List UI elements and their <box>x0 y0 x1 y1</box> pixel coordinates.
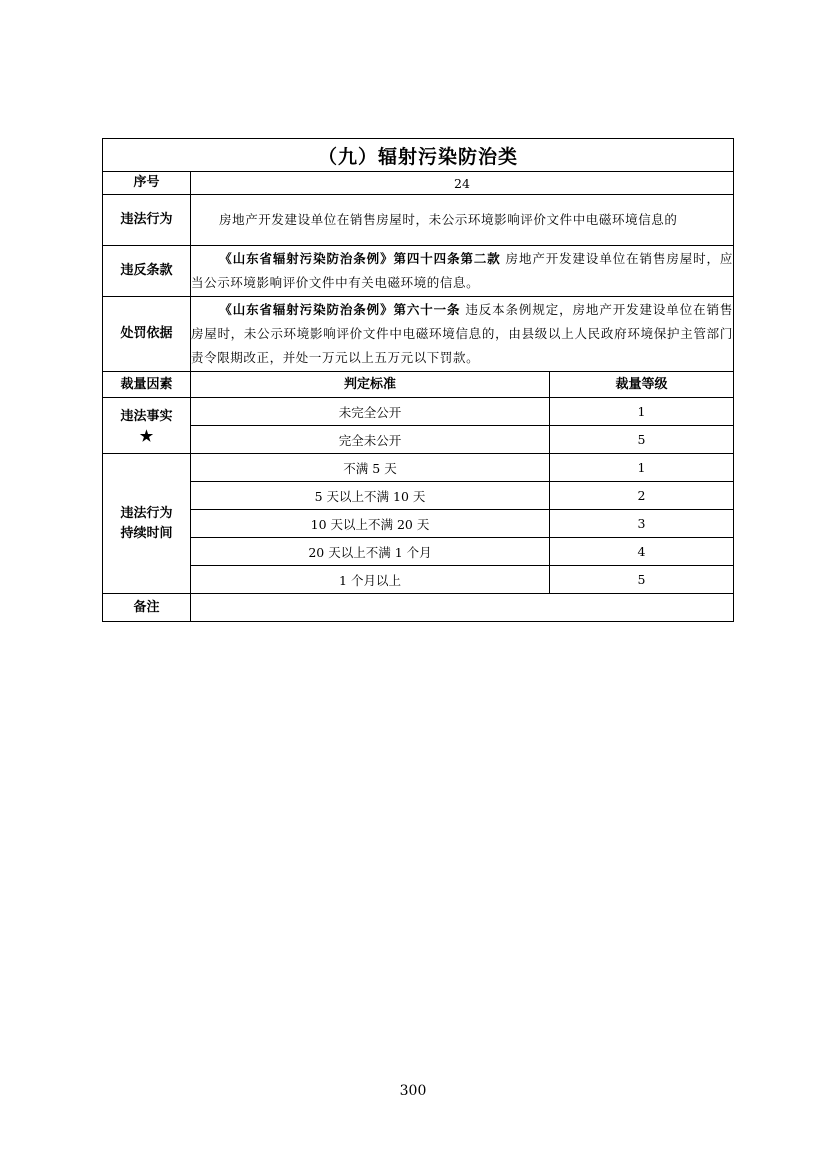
penalty-label: 处罚依据 <box>103 297 191 372</box>
violated-text: 房地产开发建设单位在销售房屋时，应当公示环境影响评价文件中有关电磁环境的信息。 <box>191 251 734 290</box>
duration-label-cell <box>103 454 191 594</box>
penalty-text-cell <box>191 297 734 372</box>
duration-label-line1: 违法行为 <box>120 505 173 521</box>
level-cell: 4 <box>550 538 734 566</box>
criteria-cell: 20 天以上不满 1 个月 <box>191 538 550 566</box>
fact-label: 违法事实 <box>120 408 173 424</box>
criteria-cell: 完全未公开 <box>191 426 550 454</box>
act-text: 房地产开发建设单位在销售房屋时，未公示环境影响评价文件中电磁环境信息的 <box>219 212 678 227</box>
violated-text-cell <box>191 246 734 297</box>
serial-label: 序号 <box>103 172 191 195</box>
remarks-value <box>191 594 734 622</box>
criteria-cell: 5 天以上不满 10 天 <box>191 482 550 510</box>
act-text-cell <box>191 195 734 246</box>
level-cell: 5 <box>550 426 734 454</box>
page-number: 300 <box>399 1083 427 1099</box>
table-row <box>103 398 734 426</box>
level-cell: 1 <box>550 398 734 426</box>
table-row <box>103 538 734 566</box>
level-cell: 3 <box>550 510 734 538</box>
level-cell: 2 <box>550 482 734 510</box>
act-label: 违法行为 <box>103 195 191 246</box>
penalty-text: 违反本条例规定，房地产开发建设单位在销售房屋时，未公示环境影响评价文件中电磁环境信息的，由县级以上人民政府环境保护主管部门责令限期改正，并处一万元以上五万元以下罚款。 <box>191 302 734 365</box>
table-title: （九）辐射污染防治类 <box>103 139 734 172</box>
criteria-cell: 不满 5 天 <box>191 454 550 482</box>
level-header: 裁量等级 <box>550 372 734 398</box>
duration-label-line2: 持续时间 <box>120 525 173 541</box>
table-row <box>103 482 734 510</box>
serial-value: 24 <box>191 172 734 195</box>
table-row <box>103 510 734 538</box>
criteria-header: 判定标准 <box>191 372 550 398</box>
table-row <box>103 566 734 594</box>
fact-label-cell <box>103 398 191 454</box>
criteria-cell: 10 天以上不满 20 天 <box>191 510 550 538</box>
level-cell: 1 <box>550 454 734 482</box>
factor-header: 裁量因素 <box>103 372 191 398</box>
violated-label: 违反条款 <box>103 246 191 297</box>
criteria-cell: 未完全公开 <box>191 398 550 426</box>
table-row <box>103 426 734 454</box>
criteria-cell: 1 个月以上 <box>191 566 550 594</box>
table-row <box>103 454 734 482</box>
star-icon: ★ <box>139 426 154 445</box>
violated-article-ref: 《山东省辐射污染防治条例》第四十四条第二款 <box>219 251 501 266</box>
penalty-discretion-table <box>102 138 734 622</box>
penalty-article-ref: 《山东省辐射污染防治条例》第六十一条 <box>219 302 461 317</box>
remarks-label: 备注 <box>103 594 191 622</box>
level-cell: 5 <box>550 566 734 594</box>
